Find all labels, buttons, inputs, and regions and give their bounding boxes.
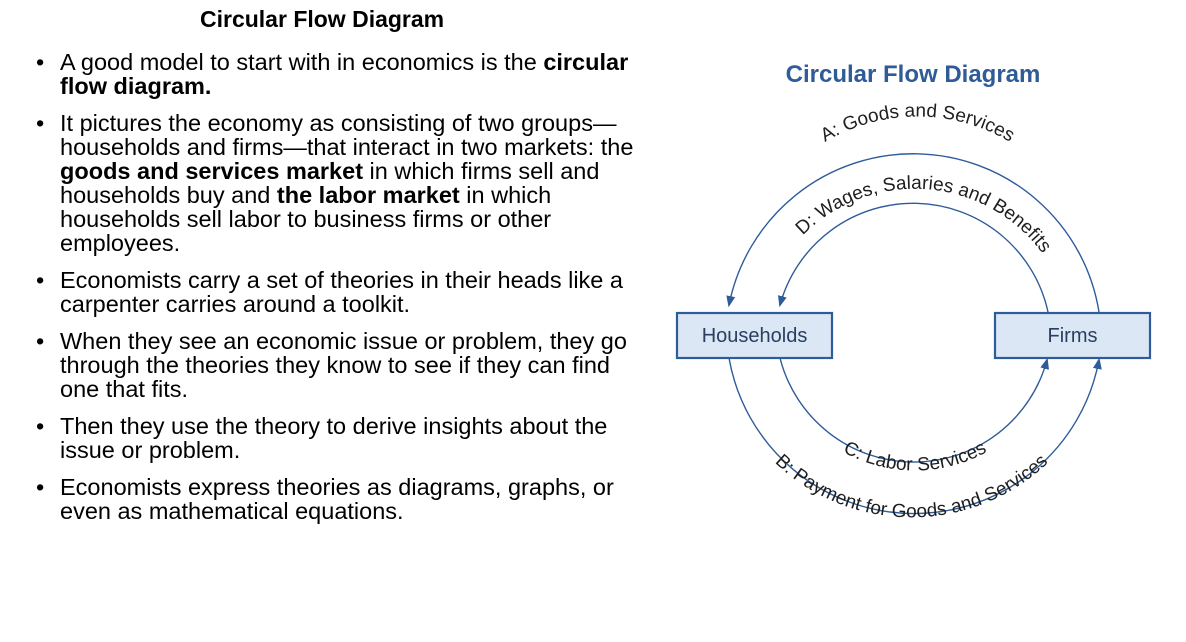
labor-services-arrow [780,358,1047,462]
bullet-text: Then they use the theory to derive insights about the issue or problem. [60,413,608,463]
bullet-list [30,50,650,536]
bullet-text-bold: circular flow diagram. [60,49,629,99]
bullet-text: in which firms sell and households buy and [60,158,600,208]
bullet-item [30,475,650,523]
flow-label-d: D: Wages, Salaries and Benefits [791,172,1056,257]
bullet-item [30,268,650,316]
bullet-item [30,414,650,462]
bullet-text: Economists carry a set of theories in their heads like a carpenter carries around a toolkit. [60,267,623,317]
firms-label: Firms [1047,325,1098,347]
bullet-item [30,111,650,255]
circular-flow-diagram [660,50,1180,570]
bullet-text: When they see an economic issue or problem, they go through the theories they know to see if they can find one that fits. [60,328,627,402]
bullet-text: Economists express theories as diagrams, graphs, or even as mathematical equations. [60,474,614,524]
bullet-text: A good model to start with in economics is the [60,49,544,75]
bullet-text-bold: the labor market [276,182,460,208]
flow-label-a: A: Goods and Services [817,100,1018,147]
flow-label-c: C: Labor Services [840,437,990,476]
bullet-text: It pictures the economy as consisting of two groups—households and firms—that interact in two markets: the [60,110,634,160]
bullet-item [30,329,650,401]
diagram-title: Circular Flow Diagram [785,61,1041,88]
payment-arrow [729,358,1099,514]
bullet-text: in which households sell labor to business firms or other employees. [60,182,552,256]
slide-title: Circular Flow Diagram [200,6,445,32]
households-label: Households [701,325,808,347]
bullet-item [30,50,650,98]
flow-label-b: B: Payment for Goods and Services [771,450,1052,523]
bullet-text-bold: goods and services market [60,158,364,184]
